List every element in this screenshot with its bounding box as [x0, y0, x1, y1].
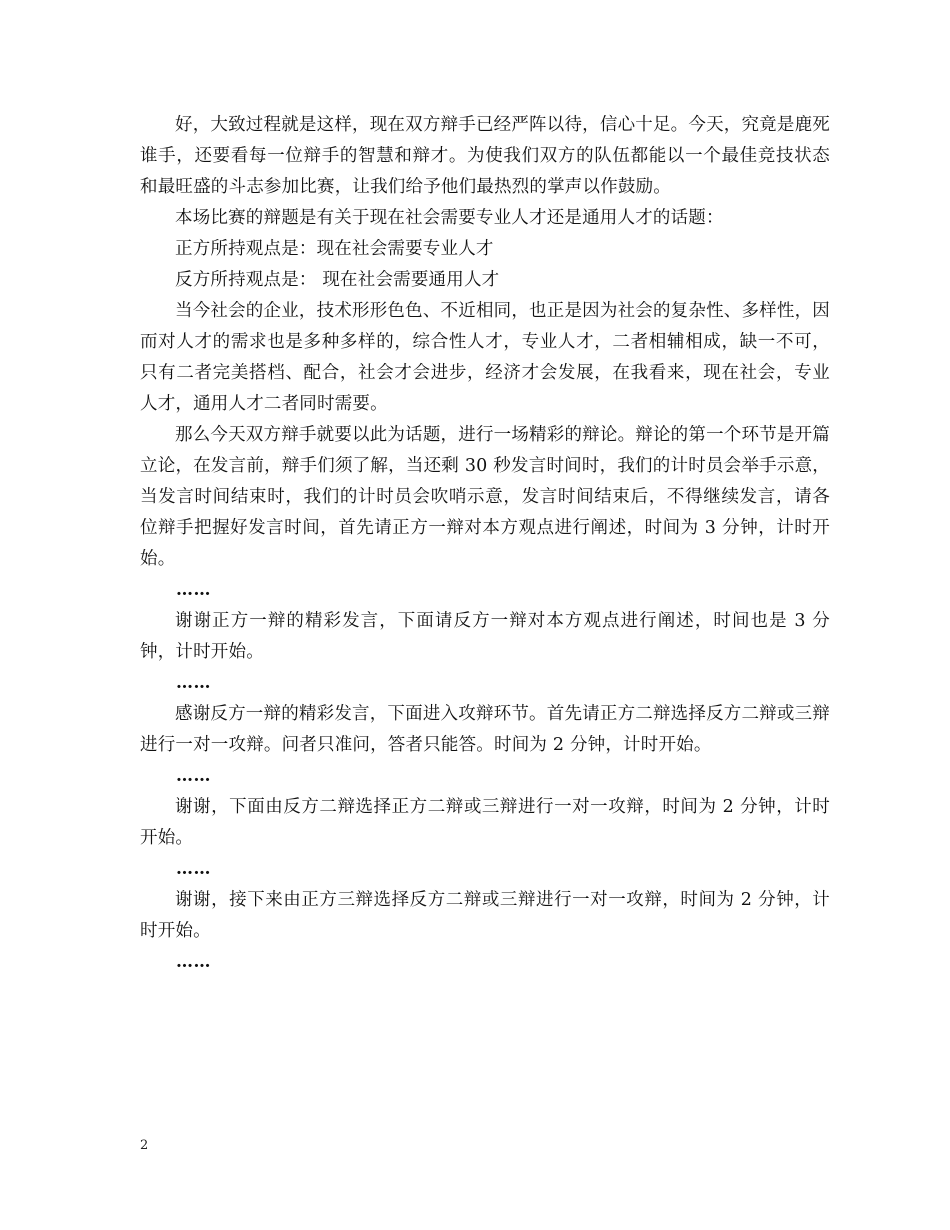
paragraph-host-opinion: 当今社会的企业，技术形形色色、不近相同，也正是因为社会的复杂性、多样性，因而对人才的需求也是多种多样的，综合性人才，专业人才，二者相辅相成，缺一不可，只有二者完美搭档、配合，社会才会进步，经济才会发展，在我看来，现在社会，专业人才，通用人才二者同时需要。 — [140, 301, 830, 414]
paragraph-negative-view: 反方所持观点是： 现在社会需要通用人才 — [175, 270, 500, 290]
ellipsis-2: …… — [176, 673, 211, 693]
paragraph-opening-rules: 那么今天双方辩手就要以此为话题，进行一场精彩的辩论。辩论的第一个环节是开篇立论，在发言前，辩手们须了解，当还剩 30 秒发言时间时，我们的计时员会举手示意，当发言时间结束时，我们的计时员会吹哨示意，发言时间结束后，不得继续发言，请各位辩手把握好发言时间，首先请正方一辩对本方观点进行阐述，时间为 3 分钟，计时开始。 — [140, 425, 830, 569]
ellipsis-4: …… — [176, 859, 211, 879]
paragraph-cross-exam-3: 谢谢，接下来由正方三辩选择反方二辩或三辩进行一对一攻辩，时间为 2 分钟，计时开始。 — [140, 890, 830, 941]
paragraph-topic: 本场比赛的辩题是有关于现在社会需要专业人才还是通用人才的话题： — [175, 208, 724, 228]
paragraph-negative-first: 谢谢正方一辩的精彩发言，下面请反方一辩对本方观点进行阐述，时间也是 3 分钟，计时开始。 — [140, 611, 830, 662]
ellipsis-1: …… — [176, 580, 211, 600]
page-number: 2 — [140, 1138, 149, 1153]
document-body — [140, 110, 830, 978]
ellipsis-3: …… — [176, 766, 211, 786]
paragraph-cross-exam-1: 感谢反方一辩的精彩发言，下面进入攻辩环节。首先请正方二辩选择反方二辩或三辩进行一对一攻辩。问者只准问，答者只能答。时间为 2 分钟，计时开始。 — [140, 704, 830, 755]
paragraph-intro: 好，大致过程就是这样，现在双方辩手已经严阵以待，信心十足。今天，究竟是鹿死谁手，还要看每一位辩手的智慧和辩才。为使我们双方的队伍都能以一个最佳竞技状态和最旺盛的斗志参加比赛，让我们给予他们最热烈的掌声以作鼓励。 — [140, 115, 830, 197]
ellipsis-5: …… — [176, 952, 211, 972]
paragraph-affirmative-view: 正方所持观点是：现在社会需要专业人才 — [175, 239, 494, 259]
paragraph-cross-exam-2: 谢谢，下面由反方二辩选择正方二辩或三辩进行一对一攻辩，时间为 2 分钟，计时开始。 — [140, 797, 830, 848]
